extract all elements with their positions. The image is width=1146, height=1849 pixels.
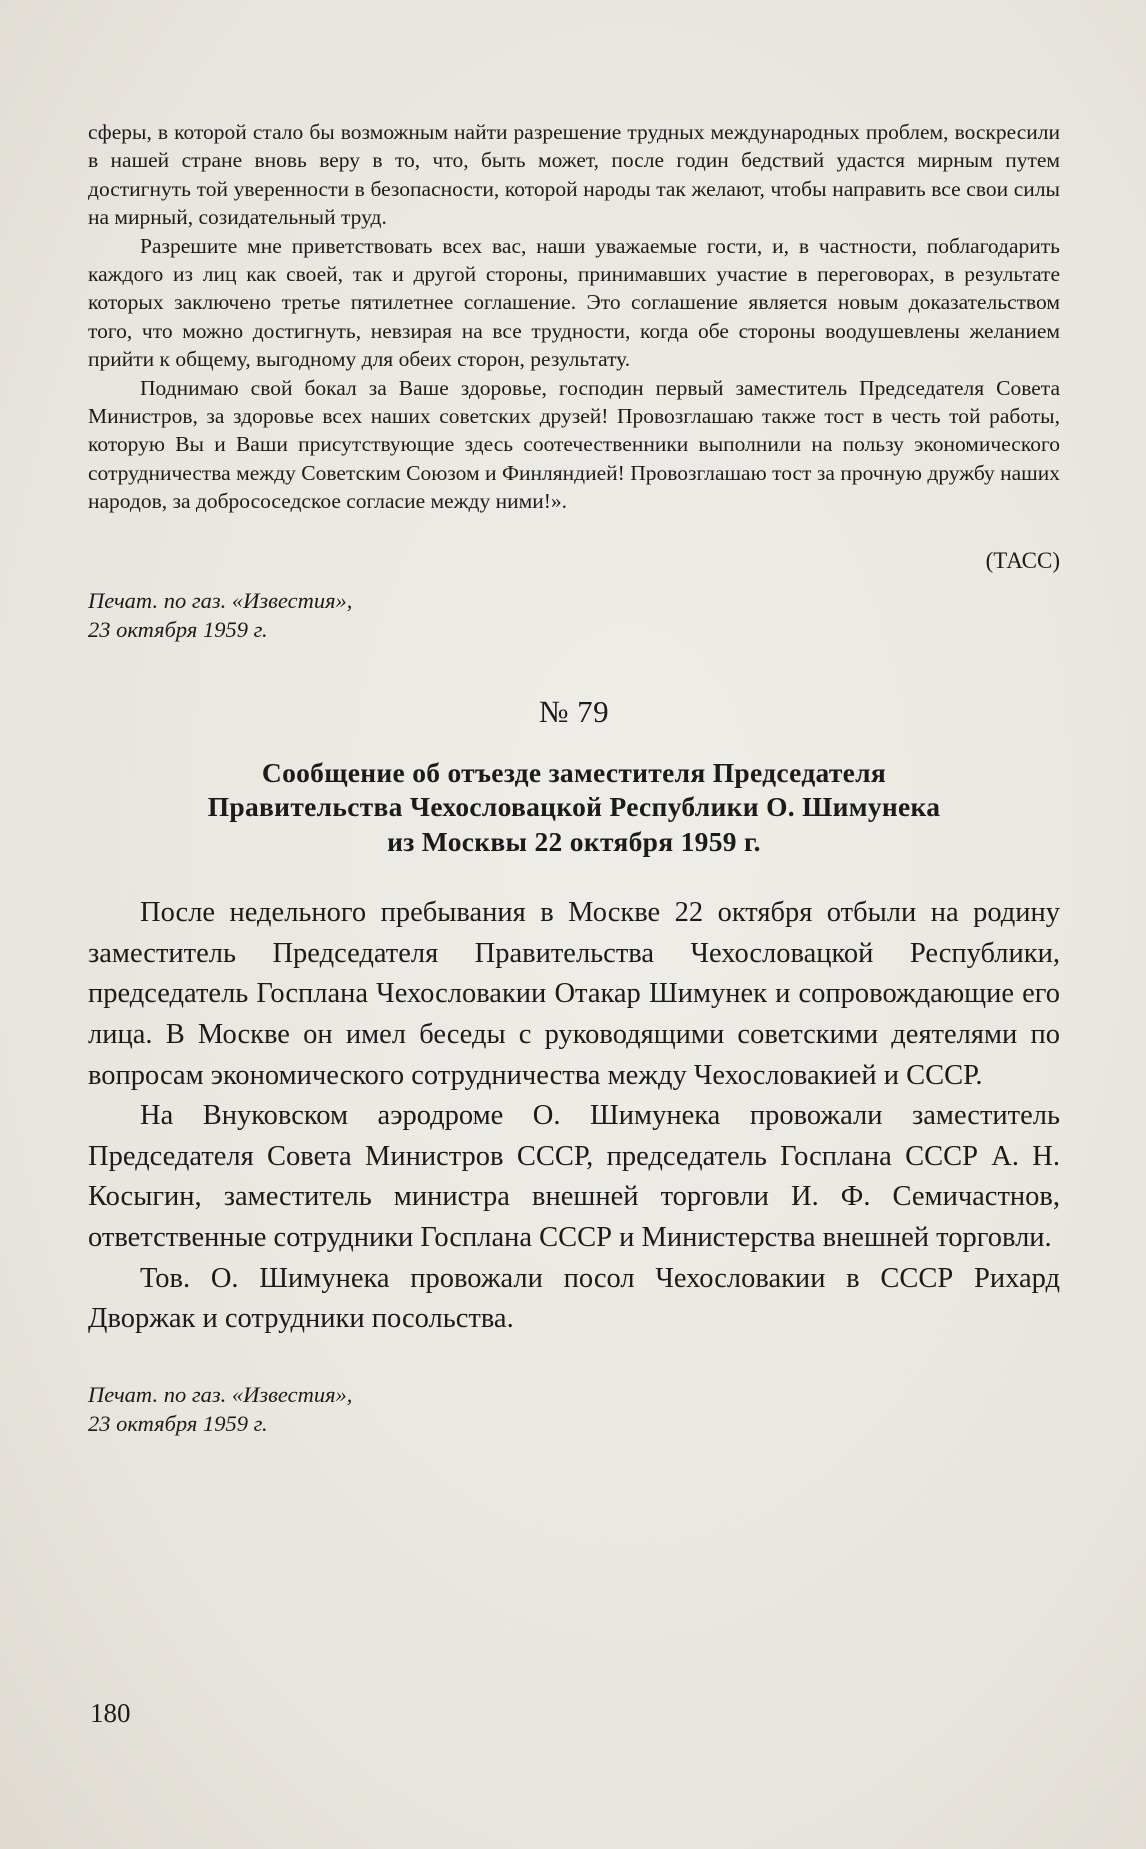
document-title-line-3: из Москвы 22 октября 1959 г. — [387, 825, 761, 857]
paragraph-2: Разрешите мне приветствовать всех вас, наши уважаемые гости, и, в частности, поблагодарить каждого из лиц как своей, так и другой стороны, принимавших участие в переговорах, в результате которых заключено третье пятилетнее соглашение. Это соглашение является новым доказательством того, что можно достигнуть, невзирая на все трудности, когда обе стороны воодушевлены желанием прийти к общему, выгодному для обеих сторон, результату. — [88, 233, 1060, 372]
body-paragraph-3: Тов. О. Шимунека провожали посол Чехословакии в СССР Рихард Дворжак и сотрудники посольства. — [88, 1262, 1060, 1335]
citation-1-line-1: Печат. по газ. «Известия», — [88, 587, 353, 613]
document-number: № 79 — [538, 693, 610, 729]
page-number: 180 — [90, 1698, 131, 1728]
citation-2-line-2: 23 октября 1959 г. — [88, 1410, 268, 1436]
document-title-line-2: Правительства Чехословацкой Республики О. Шимунека — [207, 791, 941, 823]
citation-2-line-1: Печат. по газ. «Известия», — [88, 1381, 353, 1407]
document-body — [88, 893, 1060, 1340]
citation-2 — [88, 1380, 1060, 1438]
document-title — [88, 756, 1060, 860]
citation-1-line-2: 23 октября 1959 г. — [88, 616, 268, 642]
paragraph-1: сферы, в которой стало бы возможным найти разрешение трудных международных проблем, воскресили в нашей стране вновь веру в то, что, быть может, после годин бедствий удастся мирным путем достигнуть той уверенности в безопасности, которой народы так желают, чтобы направить все свои силы на мирный, созидательный труд. — [88, 120, 1060, 230]
news-agency-source: (ТАСС) — [985, 547, 1060, 573]
body-paragraph-2: На Внуковском аэродроме О. Шимунека провожали заместитель Председателя Совета Министров СССР, председатель Госплана СССР А. Н. Косыгин, заместитель министра внешней торговли И. Ф. Семичастнов, ответственные сотрудники Госплана СССР и Министерства внешней торговли. — [88, 1100, 1060, 1253]
body-paragraph-1: После недельного пребывания в Москве 22 октября отбыли на родину заместитель Председателя Правительства Чехословацкой Республики, председатель Госплана Чехословакии Отакар Шимунек и сопровождающие его лица. В Москве он имел беседы с руководящими советскими деятелями по вопросам экономического сотрудничества между Чехословакией и СССР. — [88, 897, 1060, 1091]
citation-1 — [88, 586, 1060, 644]
continuation-text — [88, 118, 1060, 516]
document-title-line-1: Сообщение об отъезде заместителя Председателя — [261, 756, 887, 788]
paragraph-3: Поднимаю свой бокал за Ваше здоровье, господин первый заместитель Председателя Совета Министров, за здоровье всех наших советских друзей! Провозглашаю также тост в честь той работы, которую Вы и Ваши присутствующие здесь соотечественники выполнили на пользу экономического сотрудничества между Советским Союзом и Финляндией! Провозглашаю тост за прочную дружбу наших народов, за добрососедское согласие между ними!». — [88, 375, 1060, 514]
page-content — [88, 118, 1060, 1438]
